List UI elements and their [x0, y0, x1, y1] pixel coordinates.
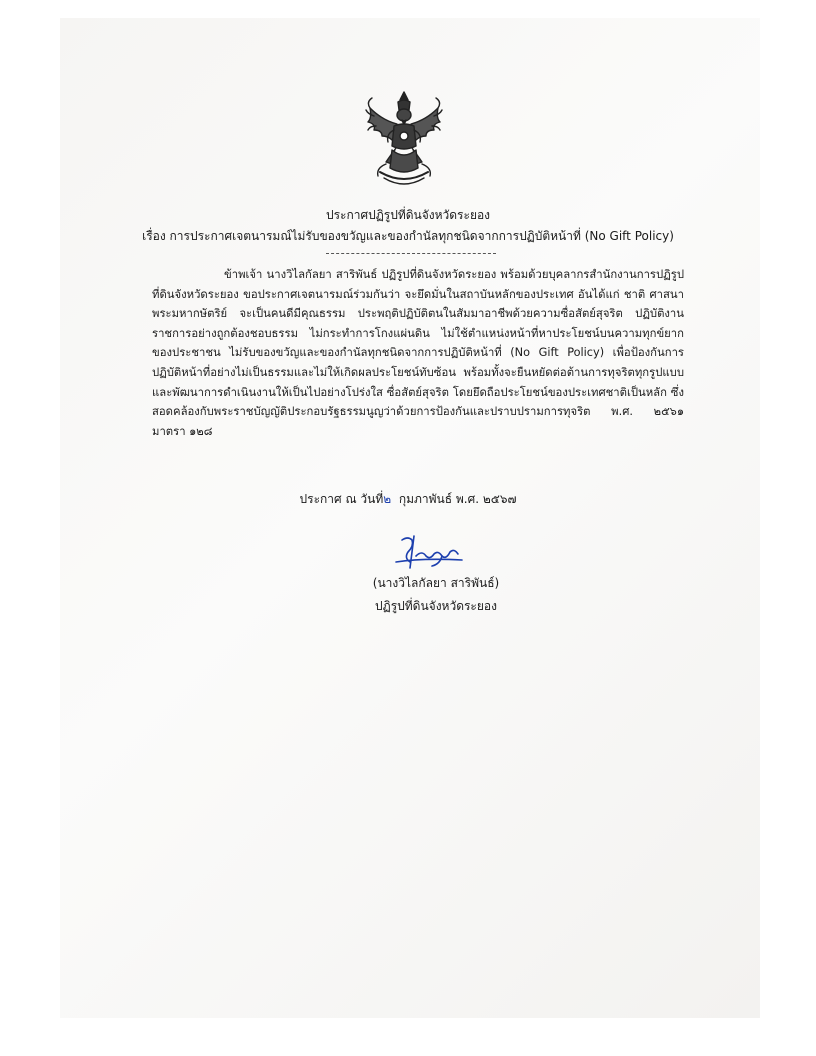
signatory-name: (นางวิไลกัลยา สาริพันธ์) [372, 576, 500, 590]
announcement-date [0, 490, 816, 509]
signatory-position: ปฏิรูปที่ดินจังหวัดระยอง [375, 599, 497, 613]
title-divider [326, 253, 496, 254]
handwritten-signature [392, 530, 472, 572]
body-paragraph: ข้าพเจ้า นางวิไลกัลยา สาริพันธ์ ปฏิรูปที่ดินจังหวัดระยอง พร้อมด้วยบุคลากรสำนักงานการปฏิรูปที่ดินจังหวัดระยอง ขอประกาศเจตนารมณ์ร่วมกันว่า จะยึดมั่นในสถาบันหลักของประเทศ อันได้แก่ ชาติ ศาสนา พระมหากษัตริย์ จะเป็นคนดีมีคุณธรรม ประพฤติปฏิบัติตนในสัมมาอาชีพด้วยความซื่อสัตย์สุจริต ปฏิบัติงานราชการอย่างถูกต้องชอบธรรม ไม่กระทำการโกงแผ่นดิน ไม่ใช้ตำแหน่งหน้าที่หาประโยชน์บนความทุกข์ยากของประชาชน ไม่รับของขวัญและของกำนัลทุกชนิดจากการปฏิบัติหน้าที่ (No Gift Policy) เพื่อป้องกันการปฏิบัติหน้าที่อย่างไม่เป็นธรรมและไม่ให้เกิดผลประโยชน์ทับซ้อน พร้อมทั้งจะยืนหยัดต่อต้านการทุจริตทุกรูปแบบและพัฒนาการดำเนินงานให้เป็นไปอย่างโปร่งใส ซื่อสัตย์สุจริต โดยยึดถือประโยชน์ของประเทศชาติเป็นหลัก ซึ่งสอดคล้องกับพระราชบัญญัติประกอบรัฐธรรมนูญว่าด้วยการป้องกันและปราบปรามการทุจริต พ.ศ. ๒๕๖๑ มาตรา ๑๒๘ [152, 268, 684, 438]
garuda-emblem [362, 90, 446, 190]
date-rest: กุมภาพันธ์ พ.ศ. ๒๕๖๗ [398, 492, 517, 506]
announcement-body [152, 265, 684, 441]
announcement-subject: เรื่อง การประกาศเจตนารมณ์ไม่รับของขวัญและของกำนัลทุกชนิดจากการปฏิบัติหน้าที่ (No Gift Policy) [142, 229, 674, 243]
announcement-title: ประกาศปฏิรูปที่ดินจังหวัดระยอง [325, 208, 491, 222]
date-day: ๒ [383, 492, 392, 506]
date-prefix: ประกาศ ณ วันที่ [299, 492, 384, 506]
